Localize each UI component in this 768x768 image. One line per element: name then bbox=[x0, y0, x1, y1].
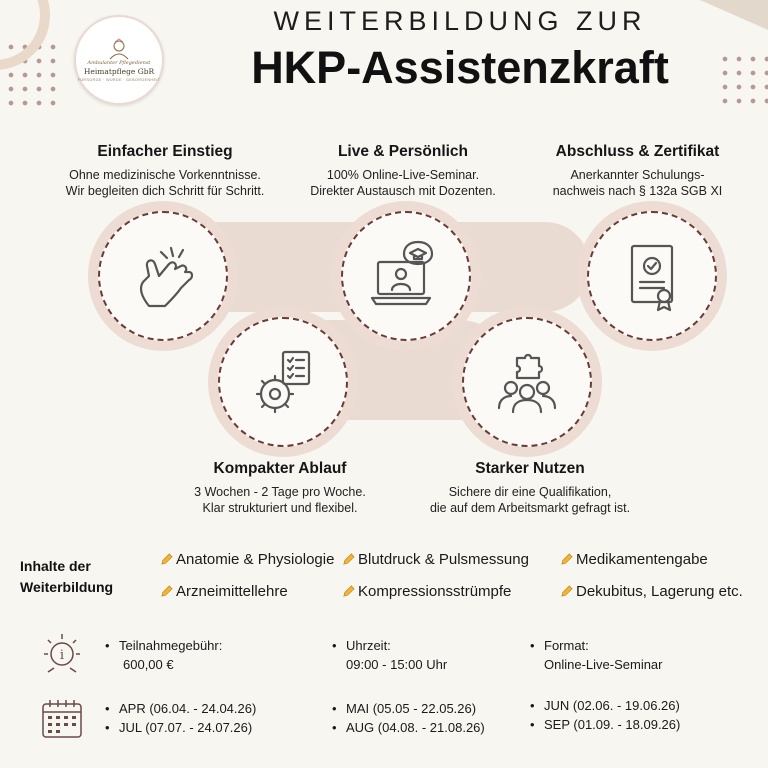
inhalte-item-label: Dekubitus, Lagerung etc. bbox=[576, 583, 743, 600]
online-seminar-icon bbox=[364, 236, 448, 316]
feature-title: Live & Persönlich bbox=[337, 143, 469, 160]
inhalte-item bbox=[342, 583, 511, 600]
certificate-icon bbox=[612, 236, 692, 316]
hand-tap-icon bbox=[123, 236, 203, 316]
feature-line2: Klar strukturiert und flexibel. bbox=[202, 501, 358, 516]
pencil-icon bbox=[160, 553, 173, 566]
feature-line1: 100% Online-Live-Seminar. bbox=[326, 168, 480, 182]
feature-circle-zertifikat bbox=[577, 201, 727, 351]
inhalte-item-label: Arzneimittellehre bbox=[176, 583, 288, 600]
inhalte-item-label: Kompressionsstrümpfe bbox=[358, 583, 512, 600]
pencil-icon bbox=[560, 585, 573, 598]
date-entry: AUG (04.08. - 21.08.26) bbox=[346, 719, 485, 735]
info-format bbox=[530, 637, 663, 675]
fee-value: 600,00 € bbox=[123, 656, 174, 672]
pencil-icon bbox=[342, 553, 355, 566]
inhalte-heading-line2: Weiterbildung bbox=[20, 579, 114, 595]
company-logo bbox=[74, 15, 164, 105]
inhalte-heading-line1: Inhalte der bbox=[20, 558, 91, 574]
date-entry: APR (06.04. - 24.04.26) bbox=[119, 701, 257, 716]
inhalte-item bbox=[160, 583, 288, 600]
date-entry: MAI (05.05 - 22.05.26) bbox=[346, 701, 477, 716]
feature-title: Starker Nutzen bbox=[475, 460, 585, 477]
pencil-icon bbox=[160, 585, 173, 598]
feature-circle-nutzen bbox=[452, 307, 602, 457]
bullet: • bbox=[105, 701, 110, 716]
fee-label: Teilnahmegebühr: bbox=[119, 638, 223, 653]
inhalte-item bbox=[560, 551, 708, 568]
team-puzzle-icon bbox=[487, 342, 567, 422]
gear-checklist-icon bbox=[243, 342, 323, 422]
feature-nutzen-text bbox=[405, 460, 655, 517]
feature-title: Abschluss & Zertifikat bbox=[555, 143, 720, 160]
bullet: • bbox=[530, 638, 535, 653]
dates-col1 bbox=[105, 700, 256, 738]
feature-line2: die auf dem Arbeitsmarkt gefragt ist. bbox=[429, 501, 631, 516]
bullet: • bbox=[332, 719, 337, 735]
bullet: • bbox=[332, 638, 337, 653]
inhalte-item bbox=[160, 551, 334, 568]
time-label: Uhrzeit: bbox=[346, 638, 391, 653]
date-entry: JUN (02.06. - 19.06.26) bbox=[544, 698, 680, 713]
feature-zertifikat-text bbox=[525, 143, 750, 200]
date-entry: JUL (07.07. - 24.07.26) bbox=[119, 719, 253, 735]
feature-line1: Ohne medizinische Vorkenntnisse. bbox=[69, 168, 261, 182]
bullet: • bbox=[530, 698, 535, 713]
time-value: 09:00 - 15:00 Uhr bbox=[346, 656, 448, 672]
nurse-logo-icon bbox=[104, 38, 134, 60]
feature-title: Einfacher Einstieg bbox=[97, 143, 233, 160]
date-entry: SEP (01.09. - 18.09.26) bbox=[544, 716, 681, 732]
feature-line1: Sichere dir eine Qualifikation, bbox=[448, 485, 612, 499]
inhalte-item-label: Medikamentengabe bbox=[576, 551, 708, 568]
pencil-icon bbox=[342, 585, 355, 598]
bullet: • bbox=[530, 716, 535, 732]
bullet: • bbox=[105, 719, 110, 735]
page-title: HKP-Assistenzkraft bbox=[251, 42, 669, 93]
info-fee bbox=[105, 637, 222, 675]
calendar-icon bbox=[40, 698, 84, 740]
feature-line2: nachweis nach § 132a SGB XI bbox=[552, 184, 723, 199]
svg-text:i: i bbox=[59, 648, 65, 663]
inhalte-item bbox=[342, 551, 529, 568]
info-bulb-icon bbox=[40, 630, 84, 674]
info-time bbox=[332, 637, 447, 675]
feature-circle-ablauf bbox=[208, 307, 358, 457]
page-subtitle: WEITERBILDUNG ZUR bbox=[273, 6, 647, 36]
feature-circle-einstieg bbox=[88, 201, 238, 351]
feature-ablauf-text bbox=[160, 460, 400, 517]
feature-circle-live bbox=[331, 201, 481, 351]
logo-line1: Ambulanter Pflegedienst bbox=[87, 60, 151, 66]
feature-line2: Direkter Austausch mit Dozenten. bbox=[310, 184, 496, 199]
dates-col2 bbox=[332, 700, 485, 738]
bullet: • bbox=[332, 701, 337, 716]
pencil-icon bbox=[560, 553, 573, 566]
inhalte-item bbox=[560, 583, 743, 600]
logo-line2: Heimatpflege GbR bbox=[83, 67, 155, 76]
inhalte-heading bbox=[20, 556, 113, 598]
feature-line2: Wir begleiten dich Schritt für Schritt. bbox=[65, 184, 265, 199]
logo-line3: FÜRSORGE · WÜRDE · GEBORGENHEIT bbox=[77, 78, 161, 82]
feature-title: Kompakter Ablauf bbox=[213, 460, 347, 477]
inhalte-item-label: Blutdruck & Pulsmessung bbox=[358, 551, 529, 568]
feature-line1: 3 Wochen - 2 Tage pro Woche. bbox=[194, 485, 366, 499]
feature-einstieg-text bbox=[40, 143, 290, 200]
inhalte-item-label: Anatomie & Physiologie bbox=[176, 551, 335, 568]
format-value: Online-Live-Seminar bbox=[544, 656, 663, 672]
feature-line1: Anerkannter Schulungs- bbox=[570, 168, 705, 182]
bullet: • bbox=[105, 638, 110, 653]
feature-live-text bbox=[278, 143, 528, 200]
format-label: Format: bbox=[544, 638, 589, 653]
dates-col3 bbox=[530, 697, 680, 735]
